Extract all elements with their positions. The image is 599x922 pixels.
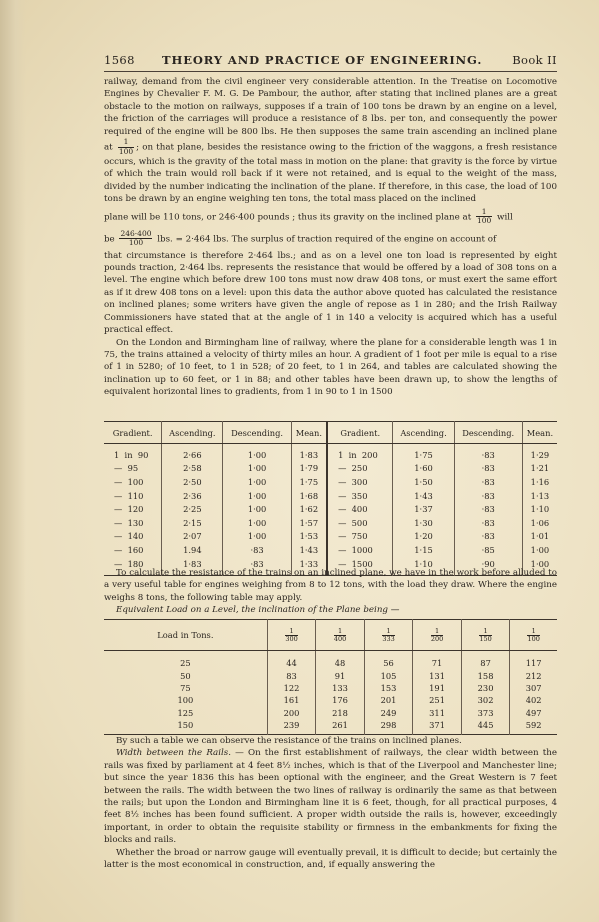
table-cell: 1·00 [223,516,291,530]
equivalent-load-table [104,619,557,735]
gradient-col-header: Descending. [223,422,291,444]
gradient-table [104,421,557,576]
table-cell: — 100 [114,476,144,487]
table-cell: — 180 [114,558,144,569]
table-cell: 1·10 [393,557,454,576]
table-cell: 117 [510,651,557,670]
gradient-col-header: Gradient. [104,422,162,444]
gradient-col-header: Ascending. [393,422,454,444]
table-row [104,444,557,462]
table-cell: 91 [316,669,365,681]
table-cell: 307 [510,682,557,694]
inclination-col-header: $\frac{1}{150}$ [461,620,510,651]
table-cell: 50 [180,670,191,681]
table-cell: 1·68 [291,489,327,503]
section-heading-width: Width between the Rails. [116,748,232,759]
paragraph-6: Width between the Rails. — On the first establishment of railways, the clear width between the rails was fixed by parliament at 4 feet 8½ inches, which is that of the Liverpool and Manchester line; but since the year 1836 this has been optional with the engineer, and the Great Western is 7 feet between the rails. The width between the two lines of railway is ordinarily the same as that between the rails; but upon the London and Birmingham line it is 6 feet, though, for all practical purposes, 4 feet 8½ inches has been found sufficient. A proper width outside the rails is, however, exceedingly important, in order to obtain the requisite stability or firmness in the embankments for fixing the blocks and rails. [104,748,557,846]
table-cell: 1·50 [393,475,454,489]
table-cell: 150 [177,720,194,731]
table-cell: 1·00 [223,489,291,503]
gradient-col-header: Descending. [454,422,522,444]
fraction-gradient: $\frac{1}{100}$ [476,206,492,226]
table-cell: — 750 [327,530,393,544]
table-cell: 302 [461,694,510,706]
paragraph-1: railway, demand from the civil engineer very considerable attention. In the Treatise on Locomotive Engines by Chevalier F. M. G. De Pambour, the author, after stating that inclined planes are a great obstacle to the motion on railways, supposes if a train of 100 tons be drawn by an engine on a level, the friction of the carriages will produce a resistance of 8 lbs. per ton, and consequently the power required of the engine will be 800 lbs. He then supposes the same train ascending an inclined plane at $\frac{1}{100}$ ; on that plane, besides the resistance owing to the friction of the waggons, a fresh resistance occurs, which is the gravity of the total mass in motion on the plane: that gravity is the force by virtue of which the train would roll back if it were not retained, and is equal to the weight of the mass, divided by the number indicating the inclination of the plane. If therefore, in this case, the load of 100 tons be drawn by an engine weighing ten tons, the total mass placed on the inclined [104,77,558,205]
table-cell: 1·83 [291,444,327,462]
inclination-col-header: $\frac{1}{200}$ [413,620,462,651]
table-cell: 239 [267,719,316,735]
table-cell: — 350 [327,489,393,503]
table-cell: 1·16 [522,475,557,489]
table-cell: 131 [413,669,462,681]
table-cell: 48 [316,651,365,670]
table-cell: 2·07 [162,530,223,544]
table-cell: 125 [177,707,194,718]
table-cell: 1·00 [522,543,557,557]
page-number: 1568 [104,53,135,67]
table-cell: 100 [177,695,194,706]
table-cell: 218 [316,707,365,719]
table-caption: Equivalent Load on a Level, the inclination of the Plane being — [116,605,400,616]
table-cell: 201 [364,694,413,706]
table-cell: 1·60 [393,462,454,476]
table-cell: 592 [510,719,557,735]
page-gutter-shadow [0,0,26,922]
table-row [104,475,557,489]
table-cell: 1·83 [162,557,223,576]
table-cell: 1·01 [522,530,557,544]
table-cell: ·85 [454,543,522,557]
inclination-col-header: $\frac{1}{400}$ [316,620,365,651]
table-cell: 1·00 [223,444,291,462]
table-cell: ·83 [454,516,522,530]
body-lower [104,735,557,871]
table-row [104,669,557,681]
table-cell: ·83 [454,502,522,516]
table-cell: 1·62 [291,502,327,516]
gradient-col-header: Ascending. [162,422,223,444]
table-row [104,462,557,476]
body-middle [104,567,557,617]
table-cell: 122 [267,682,316,694]
table-cell: 25 [180,658,191,669]
table-cell: 1·43 [393,489,454,503]
table-cell: 2·50 [162,475,223,489]
table-row [104,516,557,530]
inclination-col-header: $\frac{1}{100}$ [510,620,557,651]
table-row [104,651,557,670]
table-cell: 133 [316,682,365,694]
table-cell: 402 [510,694,557,706]
table-cell: 251 [413,694,462,706]
table-cell: 1·33 [291,557,327,576]
table-cell: 1·10 [522,502,557,516]
table-cell: — 250 [327,462,393,476]
table-cell: 1·75 [393,444,454,462]
paragraph-7: Whether the broad or narrow gauge will eventually prevail, it is difficult to decide; but certainly the latter is the most economical in construction, and, if equally answering the [104,847,557,871]
header-rule [104,71,557,72]
table-cell: 249 [364,707,413,719]
table-row [104,694,557,706]
table-cell: 1·29 [522,444,557,462]
table-cell: — 400 [327,502,393,516]
table-cell: 445 [461,719,510,735]
table-cell: 230 [461,682,510,694]
table-cell: 1.94 [162,543,223,557]
table-cell: 2·36 [162,489,223,503]
table-cell: 1·30 [393,516,454,530]
table-cell: 1·53 [291,530,327,544]
table-cell: 1·79 [291,462,327,476]
table-row [104,489,557,503]
table-cell: 298 [364,719,413,735]
table-cell: 1·21 [522,462,557,476]
paragraph-5: By such a table we can observe the resistance of the trains on inclined planes. [116,736,462,746]
table-cell: 1·00 [223,530,291,544]
table-cell: 191 [413,682,462,694]
table-cell: 87 [461,651,510,670]
table-cell: ·83 [223,543,291,557]
table-cell: 1·20 [393,530,454,544]
table-cell: 176 [316,694,365,706]
table-cell: 161 [267,694,316,706]
table-cell: 1·00 [223,475,291,489]
table-cell: — 120 [114,504,144,515]
table-cell: ·83 [454,489,522,503]
load-col-header: Load in Tons. [104,620,267,651]
table-cell: — 500 [327,516,393,530]
table-cell: 2·25 [162,502,223,516]
table-cell: ·83 [454,475,522,489]
table-cell: ·83 [223,557,291,576]
table-cell: — 110 [114,490,144,501]
table-cell: 75 [180,682,191,693]
inclination-col-header: $\frac{1}{300}$ [267,620,316,651]
table-cell: 1·00 [223,462,291,476]
table-cell: 1·15 [393,543,454,557]
equation-line-1: plane will be 110 tons, or 246·400 pounds ; thus its gravity on the inclined plane at $\frac{1}{100}$ will [104,206,513,226]
paragraph-2: that circumstance is therefore 2·464 lbs.; and as on a level one ton load is represented by eight pounds traction, 2·464 lbs. represents the resistance that would be offered by a load of 308 tons on a level. The engine which before drew 100 tons must now draw 408 tons, or must exert the same effort as if it drew 408 tons on a level: upon this data the author above quoted has calculated the resistance on inclined planes; some writers have given the angle of repose as 1 in 280; and the Irish Railway Commissioners have stated that at the angle of 1 in 140 a velocity is acquired which has a useful practical effect. [104,250,557,336]
table-cell: 311 [413,707,462,719]
table-cell: 373 [461,707,510,719]
table-cell: — 300 [327,475,393,489]
table-cell: 371 [413,719,462,735]
table-cell: — 1000 [327,543,393,557]
gradient-col-header: Mean. [291,422,327,444]
table-cell: 200 [267,707,316,719]
table-cell: 1·37 [393,502,454,516]
table-cell: 1·43 [291,543,327,557]
table-row [104,719,557,735]
table-cell: 44 [267,651,316,670]
table-row [104,530,557,544]
table-cell: 1·75 [291,475,327,489]
gradient-col-header: Mean. [522,422,557,444]
running-header [104,53,557,69]
table-cell: 1 in 90 [114,449,149,460]
table-cell: 261 [316,719,365,735]
table-cell: 56 [364,651,413,670]
table-cell: 1·57 [291,516,327,530]
paragraph-4: To calculate the resistance of the trains on an inclined plane, we have in the work before alluded to a very useful table for engines weighing from 8 to 12 tons, with the load they draw. Where the engine weighs 8 tons, the following table may apply. [104,568,557,603]
fraction-one-hundredth: $\frac{1}{100}$ [118,137,134,156]
table-cell: 1 in 200 [327,444,393,462]
table-cell: 105 [364,669,413,681]
table-cell: 153 [364,682,413,694]
table-cell: ·83 [454,462,522,476]
body-upper [104,76,557,399]
fraction-gravity: $\frac{246\cdot 400}{100}$ [120,228,152,248]
table-cell: 2·66 [162,444,223,462]
table-cell: ·90 [454,557,522,576]
table-cell: 158 [461,669,510,681]
inclination-col-header: $\frac{1}{333}$ [364,620,413,651]
paragraph-3: On the London and Birmingham line of railway, where the plane for a considerable length was 1 in 75, the trains attained a velocity of thirty miles an hour. A gradient of 1 foot per mile is equal to a rise of 1 in 5280; of 10 feet, to 1 in 528; of 20 feet, to 1 in 264, and tables are calculated showing the inclination up to 60 feet, or 1 in 88; and other tables have been drawn up, to show the lengths of equivalent horizontal lines to gradients, from 1 in 90 to 1 in 1500 [104,337,557,398]
table-cell: 1·06 [522,516,557,530]
table-cell: — 160 [114,544,144,555]
table-cell: 2·58 [162,462,223,476]
table-row [104,502,557,516]
gradient-col-header: Gradient. [327,422,393,444]
table-row [104,707,557,719]
table-cell: 1·00 [522,557,557,576]
equation-line-2: be $\frac{246\cdot 400}{100}$ lbs. = 2·464 lbs. The surplus of traction required of the engine on account of [104,228,497,248]
running-title: THEORY AND PRACTICE OF ENGINEERING. [162,53,483,67]
table-cell: ·83 [454,530,522,544]
table-cell: 212 [510,669,557,681]
book-label: Book II [512,53,557,67]
table-cell: 83 [267,669,316,681]
table-cell: 1·00 [223,502,291,516]
table-cell: — 130 [114,517,144,528]
table-cell: 2·15 [162,516,223,530]
table-cell: — 1500 [327,557,393,576]
table-cell: — 95 [114,463,139,474]
table-row [104,543,557,557]
table-cell: 71 [413,651,462,670]
table-cell: 497 [510,707,557,719]
table-row [104,682,557,694]
table-cell: — 140 [114,531,144,542]
table-cell: 1·13 [522,489,557,503]
table-cell: ·83 [454,444,522,462]
